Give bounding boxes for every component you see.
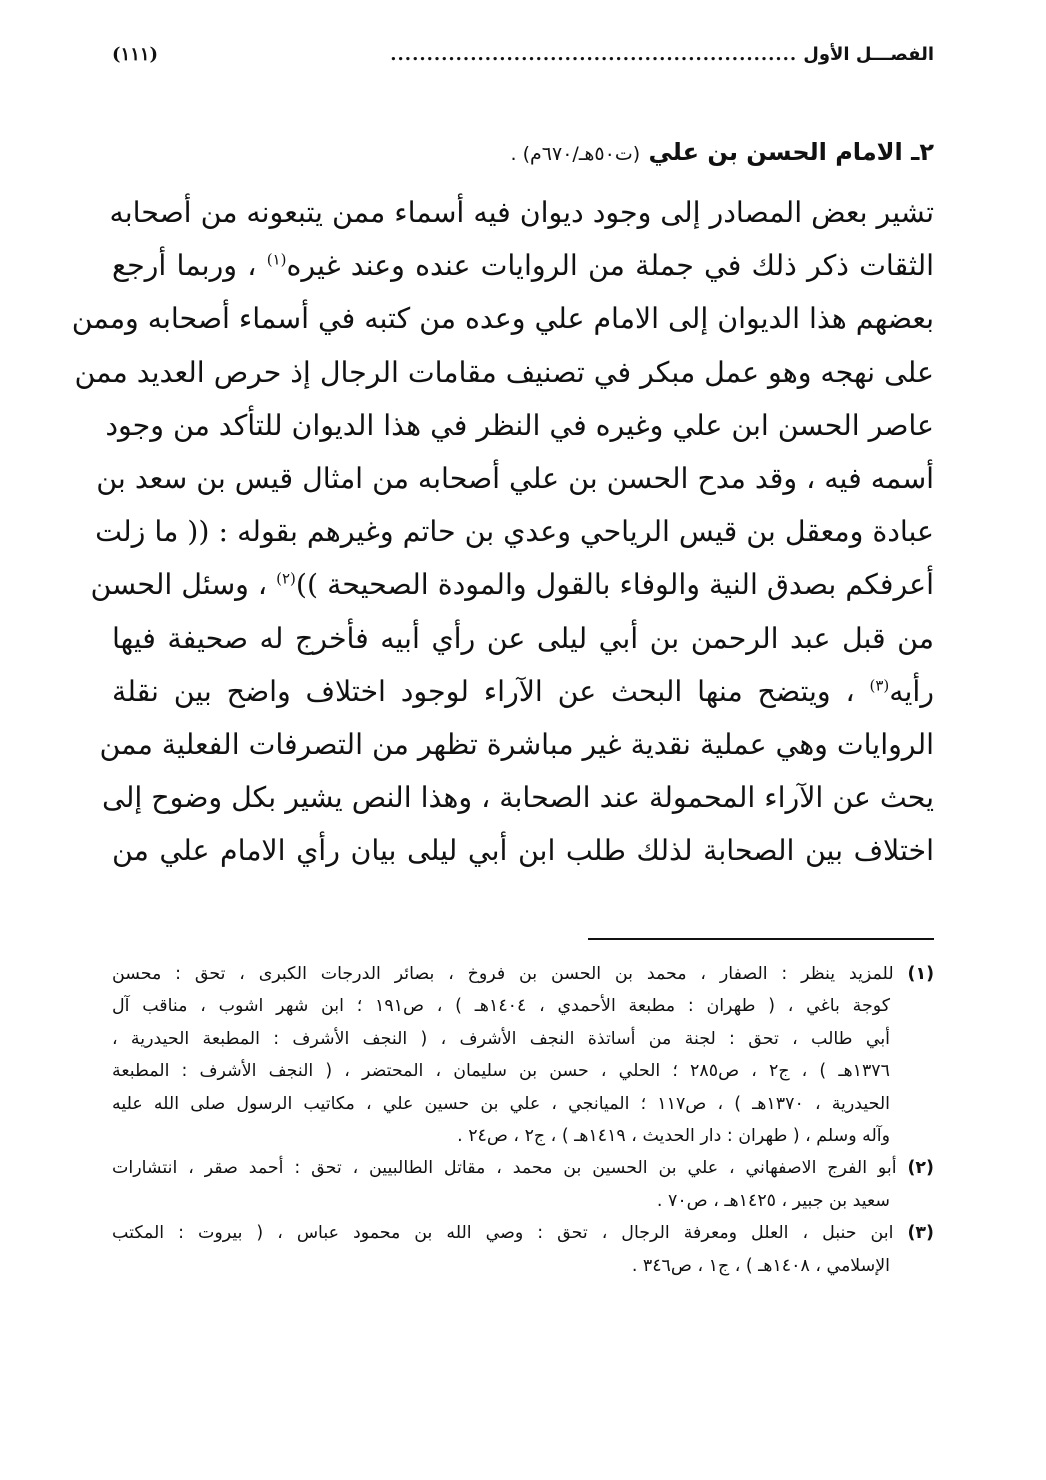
body-line: عبادة ومعقل بن قيس الرياحي وعدي بن حاتم وغيرهم بقوله : (( ما زلت — [95, 515, 934, 549]
footnote-line: وآله وسلم ، ( طهران : دار الحديث ، ١٤١٩هـ ) ، ج٢ ، ص٢٤ . — [457, 1126, 890, 1147]
body-line-text: ، ويتضح منها البحث عن الآراء لوجود اختلاف واضح بين نقلة — [112, 674, 855, 708]
footnote-text: ابن حنبل ، العلل ومعرفة الرجال ، تحق : وصي الله بن محمود عباس ، ( بيروت : المكتب — [112, 1223, 894, 1244]
footnote-line: الحيدرية ، ١٣٧٠هـ ) ، ص١١٧ ؛ الميانجي ، علي بن حسين علي ، مكاتيب الرسول صلى الله عليه — [112, 1093, 890, 1114]
heading-date: (ت٥٠هـ/٦٧٠م) . — [510, 143, 641, 165]
footnotes — [112, 958, 934, 1282]
body-line — [112, 665, 934, 718]
chapter-title: الفصـــل الأول — [803, 44, 934, 65]
footnote-2 — [112, 1152, 934, 1217]
footnote-line: أبي طالب ، تحق : لجنة من أساتذة النجف الأشرف ، ( النجف الأشرف : المطبعة الحيدرية ، — [112, 1028, 890, 1049]
footnote-number: (١) — [907, 964, 935, 984]
footnote-text: أبو الفرج الاصفهاني ، علي بن الحسين بن محمد ، مقاتل الطالبيين ، تحق : أحمد صقر ، انتشارات — [112, 1158, 897, 1179]
body-line: بعضهم هذا الديوان إلى الامام علي وعده من كتبه في أسماء أصحابه وممن — [71, 302, 934, 336]
body-line: على نهجه وهو عمل مبكر في تصنيف مقامات الرجال إذ حرص العديد ممن — [74, 355, 934, 389]
footnote-line: الإسلامي ، ١٤٠٨هـ ) ، ج١ ، ص٣٤٦ . — [631, 1255, 890, 1276]
footnote-number: (٣) — [907, 1223, 934, 1244]
header-leader-dots: ........................................................ — [390, 44, 798, 65]
footnote-marker-2[interactable]: (٢) — [276, 569, 296, 588]
footnote-1 — [112, 958, 934, 1152]
footnote-text: للمزيد ينظر : الصفار ، محمد بن الحسن بن فروخ ، بصائر الدرجات الكبرى ، تحق : محسن — [112, 964, 894, 984]
body-line-text: أعرفكم بصدق النية والوفاء بالقول والمودة الصحيحة )) — [295, 568, 934, 602]
footnote-marker-1[interactable]: (١) — [266, 250, 287, 269]
section-heading — [112, 138, 934, 166]
body-line — [112, 239, 934, 292]
footnote-line: كوجة باغي ، ( طهران : مطبعة الأحمدي ، ١٤٠٤هـ ) ، ص١٩١ ؛ ابن شهر اشوب ، مناقب آل — [112, 996, 890, 1017]
footnote-separator — [588, 938, 934, 940]
heading-title: ٢ـ الامام الحسن بن علي — [648, 138, 934, 166]
footnote-line — [112, 1217, 934, 1249]
footnote-line: سعيد بن جبير ، ١٤٢٥هـ ، ص٧٠ . — [656, 1190, 890, 1211]
body-line: أسمه فيه ، وقد مدح الحسن بن علي أصحابه من امثال قيس بن سعد بن — [96, 462, 934, 496]
page-number: (١١١) — [112, 44, 159, 65]
body-line: تشير بعض المصادر إلى وجود ديوان فيه أسماء ممن يتبعونه من أصحابه — [109, 196, 934, 229]
body-line-text: رأيه — [889, 674, 934, 708]
footnote-line: ١٣٧٦هـ ) ، ج٢ ، ص٢٨٥ ؛ الحلي ، حسن بن سليمان ، المحتضر ، ( النجف الأشرف : المطبعة — [112, 1061, 890, 1082]
body-line: يحث عن الآراء المحمولة عند الصحابة ، وهذا النص يشير بكل وضوح إلى — [102, 781, 934, 815]
footnote-marker-3[interactable]: (٣) — [869, 676, 890, 695]
body-line: اختلاف بين الصحابة لذلك طلب ابن أبي ليلى بيان رأي الامام علي من — [112, 834, 934, 868]
footnote-line — [112, 958, 934, 990]
body-line-text: ، وربما أرجع — [112, 249, 257, 283]
body-line: عاصر الحسن ابن علي وغيره في النظر في هذا الديوان للتأكد من وجود — [105, 408, 934, 442]
body-paragraph — [71, 186, 935, 878]
body-line-text: الثقات ذكر ذلك في جملة من الروايات عنده وعند غيره — [286, 249, 935, 283]
body-line-text: ، وسئل الحسن — [90, 568, 268, 602]
footnote-3 — [112, 1217, 934, 1282]
footnote-line — [112, 1152, 934, 1184]
body-line: من قبل عبد الرحمن بن أبي ليلى عن رأي أبيه فأخرج له صحيفة فيها — [112, 621, 934, 655]
body-line — [90, 558, 934, 611]
body-line: الروايات وهي عملية نقدية غير مباشرة تظهر من التصرفات الفعلية ممن — [99, 728, 934, 762]
running-header — [112, 44, 934, 65]
footnote-number: (٢) — [907, 1158, 934, 1179]
